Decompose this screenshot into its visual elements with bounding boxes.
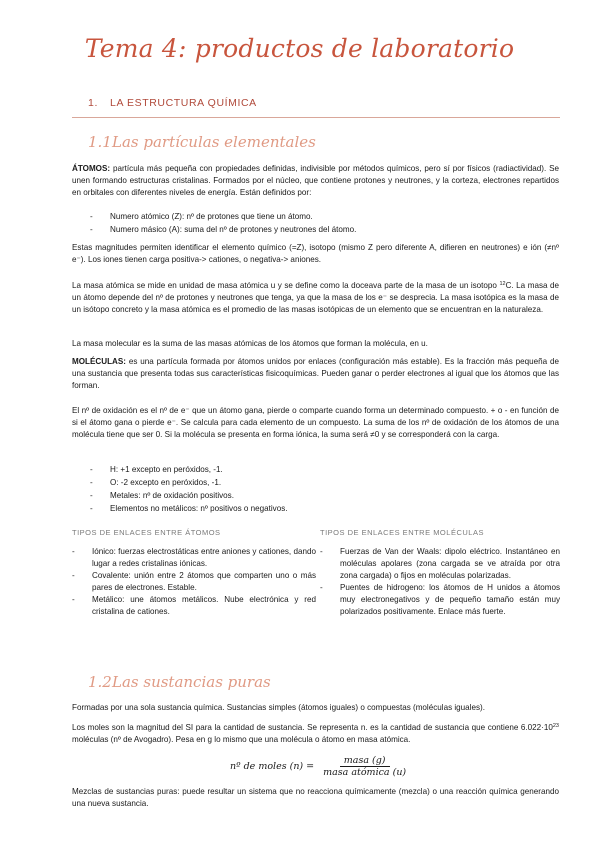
list-item: - Metálico: une átomos metálicos. Nube electrónica y red cristalina de cationes. bbox=[72, 594, 316, 618]
paragraph-moleculas bbox=[72, 356, 559, 392]
list-item: - O: -2 excepto en peróxidos, -1. bbox=[90, 477, 550, 489]
term-moleculas: MOLÉCULAS: bbox=[72, 357, 126, 366]
section-divider bbox=[72, 117, 560, 118]
moles-text-1: Los moles son la magnitud del SI para la cantidad de sustancia. Se representa n. es la cantidad de sustancia que contiene 6.022·10 bbox=[72, 723, 553, 732]
oxidacion-list bbox=[90, 464, 550, 516]
formula-numerator: masa (g) bbox=[340, 755, 390, 767]
enlaces-atomos-column bbox=[72, 546, 316, 618]
subsection-number: 1.2 bbox=[88, 673, 112, 691]
masa-atomica-text-1: La masa atómica se mide en unidad de masa atómica u y se define como la doceava parte de la masa de un isotopo bbox=[72, 281, 500, 290]
atomos-text: partícula más pequeña con propiedades definidas, indivisible por métodos químicos, pero sí por físicos (radiactividad). Se unen formando estructuras cristalinas. Formados por el núcleo, que contiene protones y neutrones, y la corteza, electrones repartidos en orbitales con diferentes niveles de energía. Están definidos por: bbox=[72, 164, 559, 197]
paragraph-masa-molecular: La masa molecular es la suma de las masas atómicas de los átomos que forman la molécula, en u. bbox=[72, 339, 428, 348]
list-item: - Metales: nº de oxidación positivos. bbox=[90, 490, 550, 502]
subsection-heading-1-1 bbox=[88, 133, 316, 151]
subsection-number: 1.1 bbox=[88, 133, 112, 151]
list-item: - Elementos no metálicos: nº positivos o negativos. bbox=[90, 503, 550, 515]
enlaces-moleculas-column bbox=[320, 546, 560, 618]
paragraph-atomos bbox=[72, 163, 559, 199]
formula-lhs: nº de moles (n) = bbox=[230, 761, 315, 772]
moleculas-text: es una partícula formada por átomos unidos por enlaces (configuración más estable). Es la fracción más pequeña de una sustancia que presenta todas sus características fisicoquímicas. Pueden ganar o perder electrones al igual que los átomos que las forman. bbox=[72, 357, 559, 390]
formula-denominator: masa atómica (u) bbox=[323, 767, 407, 778]
list-item: - Iónico: fuerzas electrostáticas entre aniones y cationes, dando lugar a redes cristalinas iónicas. bbox=[72, 546, 316, 570]
term-atomos: ÁTOMOS: bbox=[72, 164, 111, 173]
subsection-label: Las sustancias puras bbox=[112, 673, 271, 691]
list-item: - Covalente: unión entre 2 átomos que comparten uno o más pares de electrones. Estable. bbox=[72, 570, 316, 594]
page-title: Tema 4: productos de laboratorio bbox=[84, 34, 515, 63]
paragraph-masa-atomica bbox=[72, 278, 559, 316]
superscript: 12 bbox=[499, 281, 506, 287]
list-item: - Numero másico (A): suma del nº de protones y neutrones del átomo. bbox=[90, 224, 550, 236]
subsection-heading-1-2 bbox=[88, 673, 271, 691]
subsection-label: Las partículas elementales bbox=[112, 133, 316, 151]
section-label: LA ESTRUCTURA QUÍMICA bbox=[110, 97, 257, 109]
enlaces-moleculas-list bbox=[320, 546, 560, 618]
section-heading bbox=[88, 97, 257, 109]
moles-text-2: moléculas (nº de Avogadro). Pesa en g lo mismo que una molécula o átomo en masa atómica. bbox=[72, 735, 411, 744]
paragraph-moles bbox=[72, 720, 559, 746]
list-item: - Numero atómico (Z): nº de protones que tiene un átomo. bbox=[90, 211, 550, 223]
masa-atomica-text-2: C. La masa de un átomo depende del nº de protones y neutrones que tenga, ya que la masa de los e⁻ se desprecia. La masa isotópica es la masa de un isótopo concreto y la masa atómica es el promedio de las masas isotópicas de un elemento que se encuentran en la naturaleza. bbox=[72, 281, 560, 314]
atomos-list bbox=[90, 211, 550, 237]
list-item: - Puentes de hidrogeno: los átomos de H unidos a átomos muy electronegativos y de pequeño tamaño están muy polarizados positivamente. Enlace más fuerte. bbox=[320, 582, 560, 618]
list-item: - Fuerzas de Van der Waals: dipolo eléctrico. Instantáneo en moléculas apolares (zona cargada se ve atraída por otra zona cargada) o fijos en moléculas polarizadas. bbox=[320, 546, 560, 582]
heading-enlaces-atomos: TIPOS DE ENLACES ENTRE ÁTOMOS bbox=[72, 528, 221, 537]
superscript: 23 bbox=[552, 723, 559, 729]
formula-fraction bbox=[319, 755, 410, 778]
section-number: 1. bbox=[88, 97, 98, 109]
list-item: - H: +1 excepto en peróxidos, -1. bbox=[90, 464, 550, 476]
enlaces-atomos-list bbox=[72, 546, 316, 618]
moles-formula bbox=[230, 755, 410, 778]
paragraph-oxidacion: El nº de oxidación es el nº de e⁻ que un átomo gana, pierde o comparte cuando forma un determinado compuesto. + o - en función de si el átomo gana o pierde e⁻. Se calcula para cada elemento de un compuesto. La suma de los nº de oxidación de los átomos de una molécula tiene que ser 0. Si la molécula se presenta en forma iónica, la suma será ≠0 y se corresponderá con la carga. bbox=[72, 406, 559, 439]
heading-enlaces-moleculas: TIPOS DE ENLACES ENTRE MOLÉCULAS bbox=[320, 528, 484, 537]
paragraph-magnitudes: Estas magnitudes permiten identificar el elemento químico (=Z), isotopo (mismo Z pero diferente A, difieren en neutrones) e ión (≠nº e⁻). Los iones tienen carga positiva-> cationes, o negativa-> aniones. bbox=[72, 243, 559, 264]
paragraph-sustancias: Formadas por una sola sustancia química. Sustancias simples (átomos iguales) o compuestas (moléculas iguales). bbox=[72, 703, 485, 712]
paragraph-mezclas: Mezclas de sustancias puras: puede resultar un sistema que no reacciona químicamente (mezcla) o una reacción química generando una nueva sustancia. bbox=[72, 787, 559, 808]
